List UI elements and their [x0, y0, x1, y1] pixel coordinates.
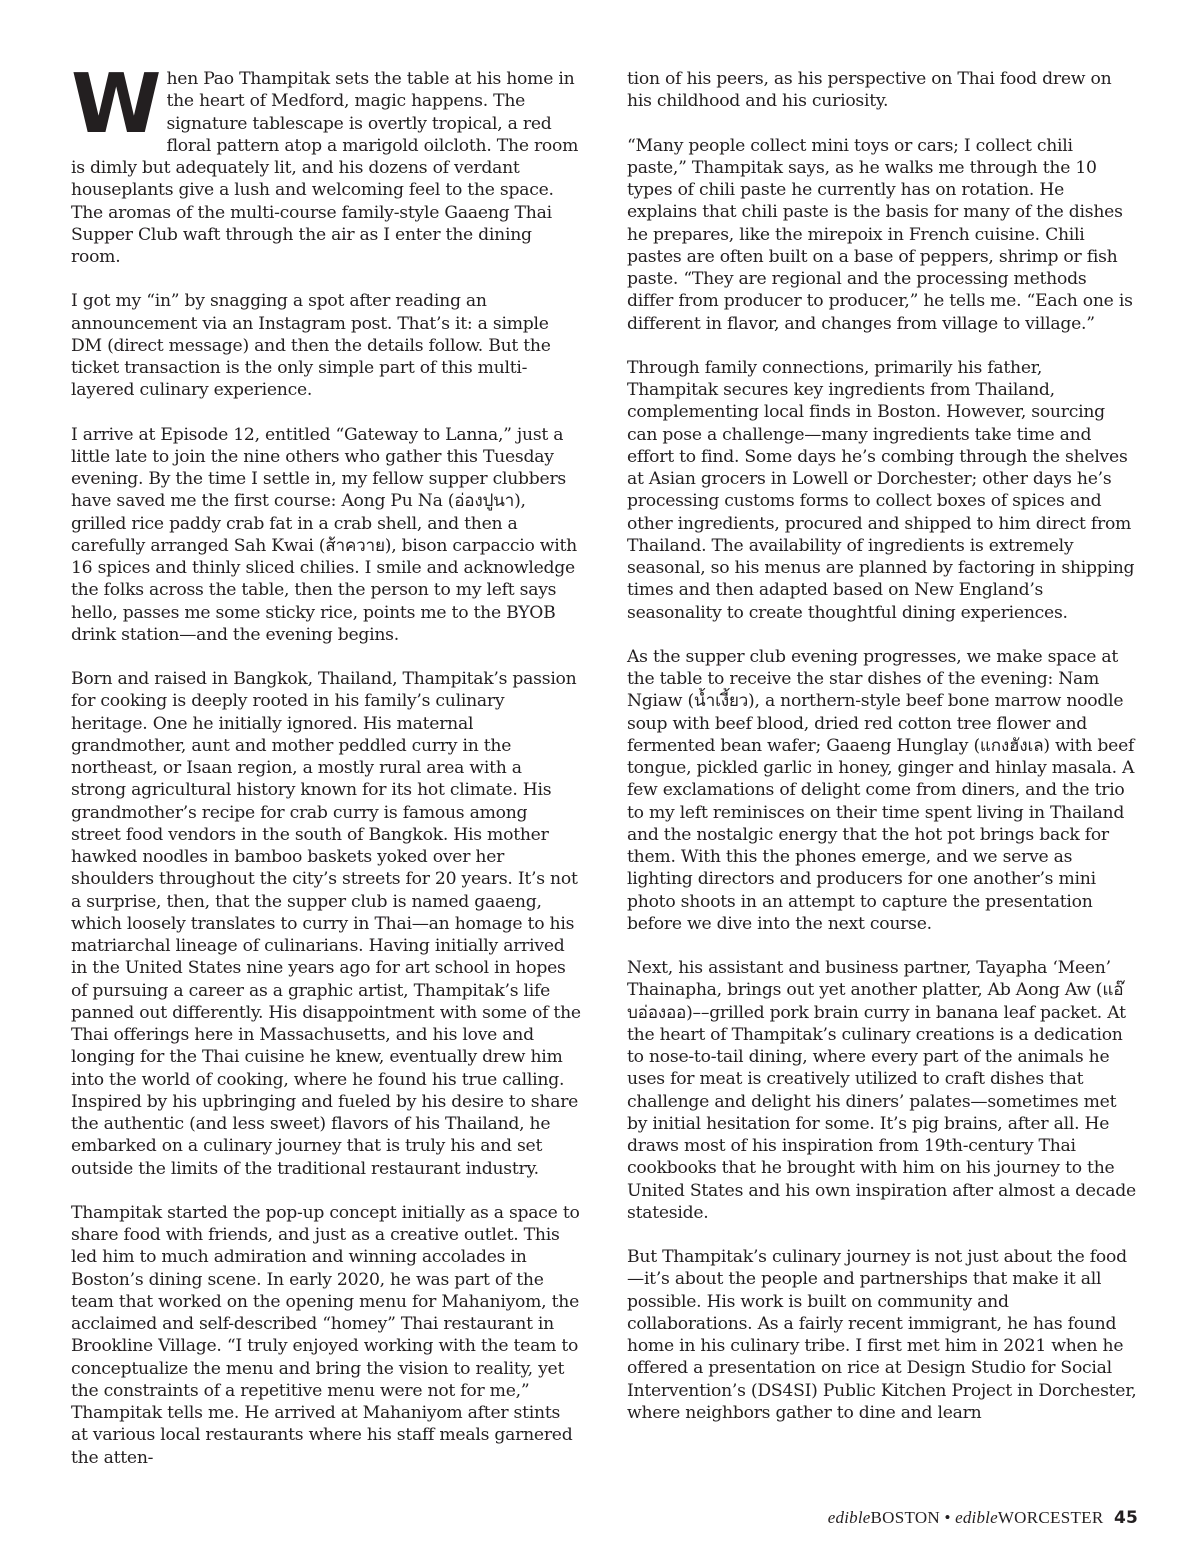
page-footer [828, 1508, 1138, 1528]
drop-cap: W [71, 57, 159, 152]
article-paragraph: I arrive at Episode 12, entitled “Gateway to Lanna,” just a little late to join the nine others who gather this Tuesday evening. By the time I settle in, my fellow supper clubbers have saved me the first course: Aong Pu Na (อ่องปูนา), grilled rice paddy crab fat in a crab shell, and then a carefully arranged Sah Kwai (ส้าควาย), bison carpaccio with 16 spices and thinly sliced chilies. I smile and acknowledge the folks across the table, then the person to my left says hello, passes me some sticky rice, points me to the BYOB drink station—and the evening begins. [71, 424, 577, 645]
page-number: 45 [1113, 1508, 1138, 1528]
footer-brand-worcester: WORCESTER [997, 1508, 1104, 1527]
footer-edible-1: edible [827, 1508, 871, 1527]
article-paragraph: But Thampitak’s culinary journey is not just about the food—it’s about the people and partnerships that make it all possible. His work is built on community and collaborations. As a fairly recent immigrant, he has found home in his culinary tribe. I first met him in 2021 when he offered a presentation on rice at Design Studio for Social Intervention’s (DS4SI) Public Kitchen Project in Dorchester, where neighbors gather to dine and learn [627, 1247, 1137, 1423]
article-column-right [627, 68, 1137, 1446]
article-paragraph: Through family connections, primarily his father, Thampitak secures key ingredients from Thailand, complementing local finds in Boston. However, sourcing can pose a challenge—many ingredients take time and effort to find. Some days he’s combing through the shelves at Asian grocers in Lowell or Dorchester; other days he’s processing customs forms to collect boxes of spices and other ingredients, procured and shipped to him direct from Thailand. The availability of ingredients is extremely seasonal, so his menus are planned by factoring in shipping times and then adapted based on New England’s seasonality to create thoughtful dining experiences. [627, 357, 1135, 623]
article-paragraph: Born and raised in Bangkok, Thailand, Thampitak’s passion for cooking is deeply rooted in his family’s culinary heritage. One he initially ignored. His maternal grandmother, aunt and mother peddled curry in the northeast, or Isaan region, a mostly rural area with a strong agricultural history known for its hot climate. His grandmother’s recipe for crab curry is famous among street food vendors in the south of Bangkok. His mother hawked noodles in bamboo baskets yoked over her shoulders throughout the city’s streets for 20 years. It’s not a surprise, then, that the supper club is named gaaeng, which loosely translates to curry in Thai—an homage to his matriarchal lineage of culinarians. Having initially arrived in the United States nine years ago for art school in hopes of pursuing a career as a graphic artist, Thampitak’s life panned out differently. His disappointment with some of the Thai offerings here in Massachusetts, and his love and longing for the Thai cuisine he knew, eventually drew him into the world of cooking, where he found his true calling. Inspired by his upbringing and fueled by his desire to share the authentic (and less sweet) flavors of his Thailand, he embarked on a culinary journey that is truly his and set outside the limits of the traditional restaurant industry. [71, 669, 581, 1179]
footer-bullet: • [944, 1508, 951, 1527]
paragraph-text: hen Pao Thampitak sets the table at his home in the heart of Medford, magic happens. The signature tablescape is overtly tropical, a red floral pattern atop a marigold oilcloth. The room is dimly but adequately lit, and his dozens of verdant houseplants give a lush and welcoming feel to the space. The aromas of the multi-course family-style Gaaeng Thai Supper Club waft through the air as I enter the dining room. [71, 69, 579, 267]
footer-brand-boston: BOSTON [870, 1508, 941, 1527]
article-paragraph: Next, his assistant and business partner, Tayapha ‘Meen’ Thainapha, brings out yet another platter, Ab Aong Aw (แอ๊บอ่องออ)––grilled pork brain curry in banana leaf packet. At the heart of Thampitak’s culinary creations is a dedication to nose-to-tail dining, where every part of the animals he uses for meat is creatively utilized to craft dishes that challenge and delight his diners’ palates—sometimes met by initial hesitation for some. It’s pig brains, after all. He draws most of his inspiration from 19th-century Thai cookbooks that he brought with him on his journey to the United States and his own inspiration after almost a decade stateside. [627, 958, 1136, 1223]
article-paragraph [71, 57, 581, 268]
article-paragraph: “Many people collect mini toys or cars; I collect chili paste,” Thampitak says, as he walks me through the 10 types of chili paste he currently has on rotation. He explains that chili paste is the basis for many of the dishes he prepares, like the mirepoix in French cuisine. Chili pastes are often built on a base of peppers, shrimp or fish paste. “They are regional and the processing methods differ from producer to producer,” he tells me. “Each one is different in flavor, and changes from village to village.” [627, 135, 1133, 334]
article-paragraph: As the supper club evening progresses, we make space at the table to receive the star dishes of the evening: Nam Ngiaw (น้ำเงี้ยว), a northern-style beef bone marrow noodle soup with beef blood, dried red cotton tree flower and fermented bean wafer; Gaaeng Hunglay (แกงฮังเล) with beef tongue, pickled garlic in honey, ginger and hinlay masala. A few exclamations of delight come from diners, and the trio to my left reminisces on their time spent living in Thailand and the nostalgic energy that the hot pot brings back for them. With this the phones emerge, and we serve as lighting directors and producers for one another’s mini photo shoots in an attempt to capture the presentation before we dive into the next course. [627, 646, 1135, 934]
article-paragraph: tion of his peers, as his perspective on Thai food drew on his childhood and his curiosity. [627, 69, 1112, 112]
footer-edible-2: edible [955, 1508, 998, 1527]
article-paragraph: I got my “in” by snagging a spot after reading an announcement via an Instagram post. That’s it: a simple DM (direct message) and then the details follow. But the ticket transaction is the only simple part of this multi-layered culinary experience. [71, 291, 551, 401]
article-column-left [71, 57, 581, 1491]
article-paragraph: Thampitak started the pop-up concept initially as a space to share food with friends, and just as a creative outlet. This led him to much admiration and winning accolades in Boston’s dining scene. In early 2020, he was part of the team that worked on the opening menu for Mahaniyom, the acclaimed and self-described “homey” Thai restaurant in Brookline Village. “I truly enjoyed working with the team to conceptualize the menu and bring the vision to reality, yet the constraints of a repetitive menu were not for me,” Thampitak tells me. He arrived at Mahaniyom after stints at various local restaurants where his staff meals garnered the atten- [71, 1202, 580, 1468]
